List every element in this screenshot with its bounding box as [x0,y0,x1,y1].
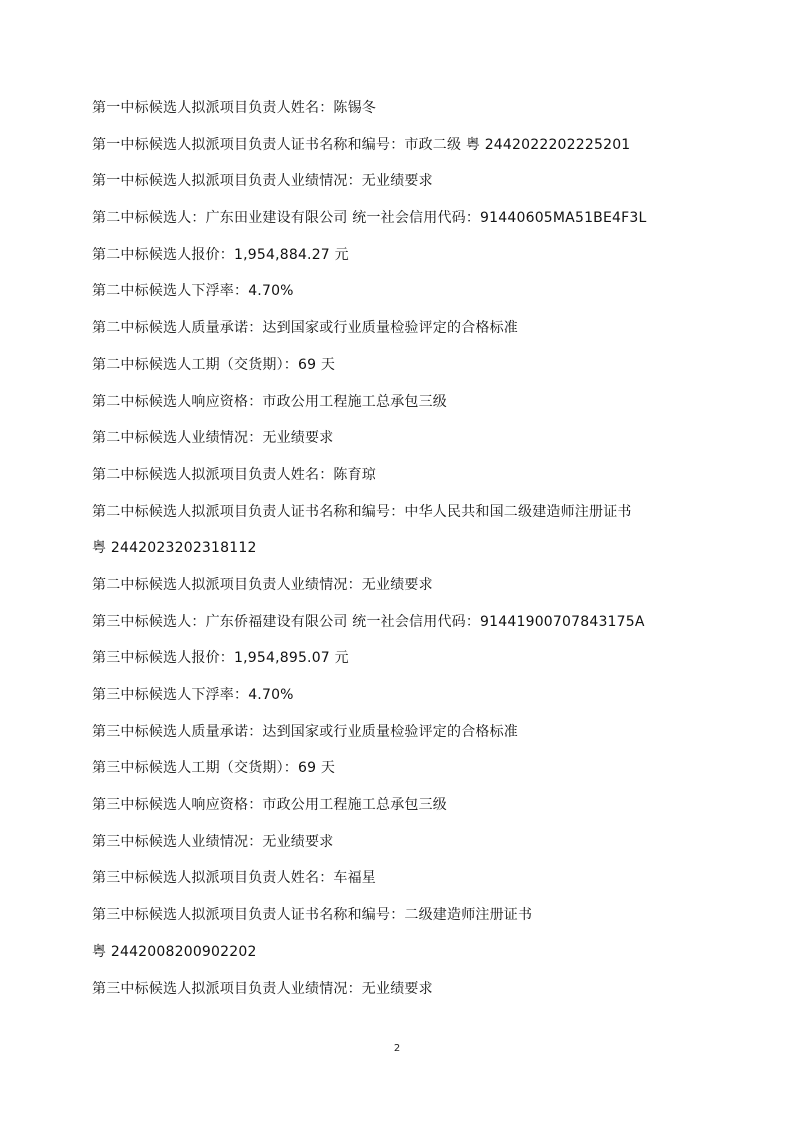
text-line-24: 粤 2442008200902202 [92,943,257,960]
text-line-7: 第二中标候选人质量承诺：达到国家或行业质量检验评定的合格标准 [92,320,518,337]
text-line-23: 第三中标候选人拟派项目负责人证书名称和编号：二级建造师注册证书 [92,907,533,924]
text-line-20: 第三中标候选人响应资格：市政公用工程施工总承包三级 [92,797,447,814]
text-line-21: 第三中标候选人业绩情况：无业绩要求 [92,833,334,850]
text-line-6: 第二中标候选人下浮率：4.70% [92,283,294,300]
text-line-8: 第二中标候选人工期（交货期）：69 天 [92,356,336,373]
text-line-25: 第三中标候选人拟派项目负责人业绩情况：无业绩要求 [92,980,433,997]
text-line-11: 第二中标候选人拟派项目负责人姓名：陈育琼 [92,466,376,483]
text-line-17: 第三中标候选人下浮率：4.70% [92,687,294,703]
text-line-14: 第二中标候选人拟派项目负责人业绩情况：无业绩要求 [92,576,433,593]
text-line-9: 第二中标候选人响应资格：市政公用工程施工总承包三级 [92,393,447,410]
text-line-2: 第一中标候选人拟派项目负责人证书名称和编号：市政二级 粤 2442022202225201 [92,136,631,153]
text-line-22: 第三中标候选人拟派项目负责人姓名：车福星 [92,870,376,887]
text-line-13: 粤 2442023202318112 [92,540,257,557]
text-line-3: 第一中标候选人拟派项目负责人业绩情况：无业绩要求 [92,173,433,190]
text-line-1: 第一中标候选人拟派项目负责人姓名：陈锡冬 [92,100,376,116]
page-number: 2 [393,1043,401,1054]
text-line-19: 第三中标候选人工期（交货期）：69 天 [92,760,336,777]
text-line-12: 第二中标候选人拟派项目负责人证书名称和编号：中华人民共和国二级建造师注册证书 [92,503,632,520]
text-line-16: 第三中标候选人报价：1,954,895.07 元 [92,650,349,667]
document-body [92,98,712,1015]
text-line-4: 第二中标候选人：广东田业建设有限公司 统一社会信用代码：91440605MA51BE4F3L [92,210,647,227]
text-line-15: 第三中标候选人：广东侨福建设有限公司 统一社会信用代码：91441900707843175A [92,613,645,630]
text-line-10: 第二中标候选人业绩情况：无业绩要求 [92,430,334,447]
text-line-5: 第二中标候选人报价：1,954,884.27 元 [92,246,349,263]
text-line-18: 第三中标候选人质量承诺：达到国家或行业质量检验评定的合格标准 [92,723,518,740]
